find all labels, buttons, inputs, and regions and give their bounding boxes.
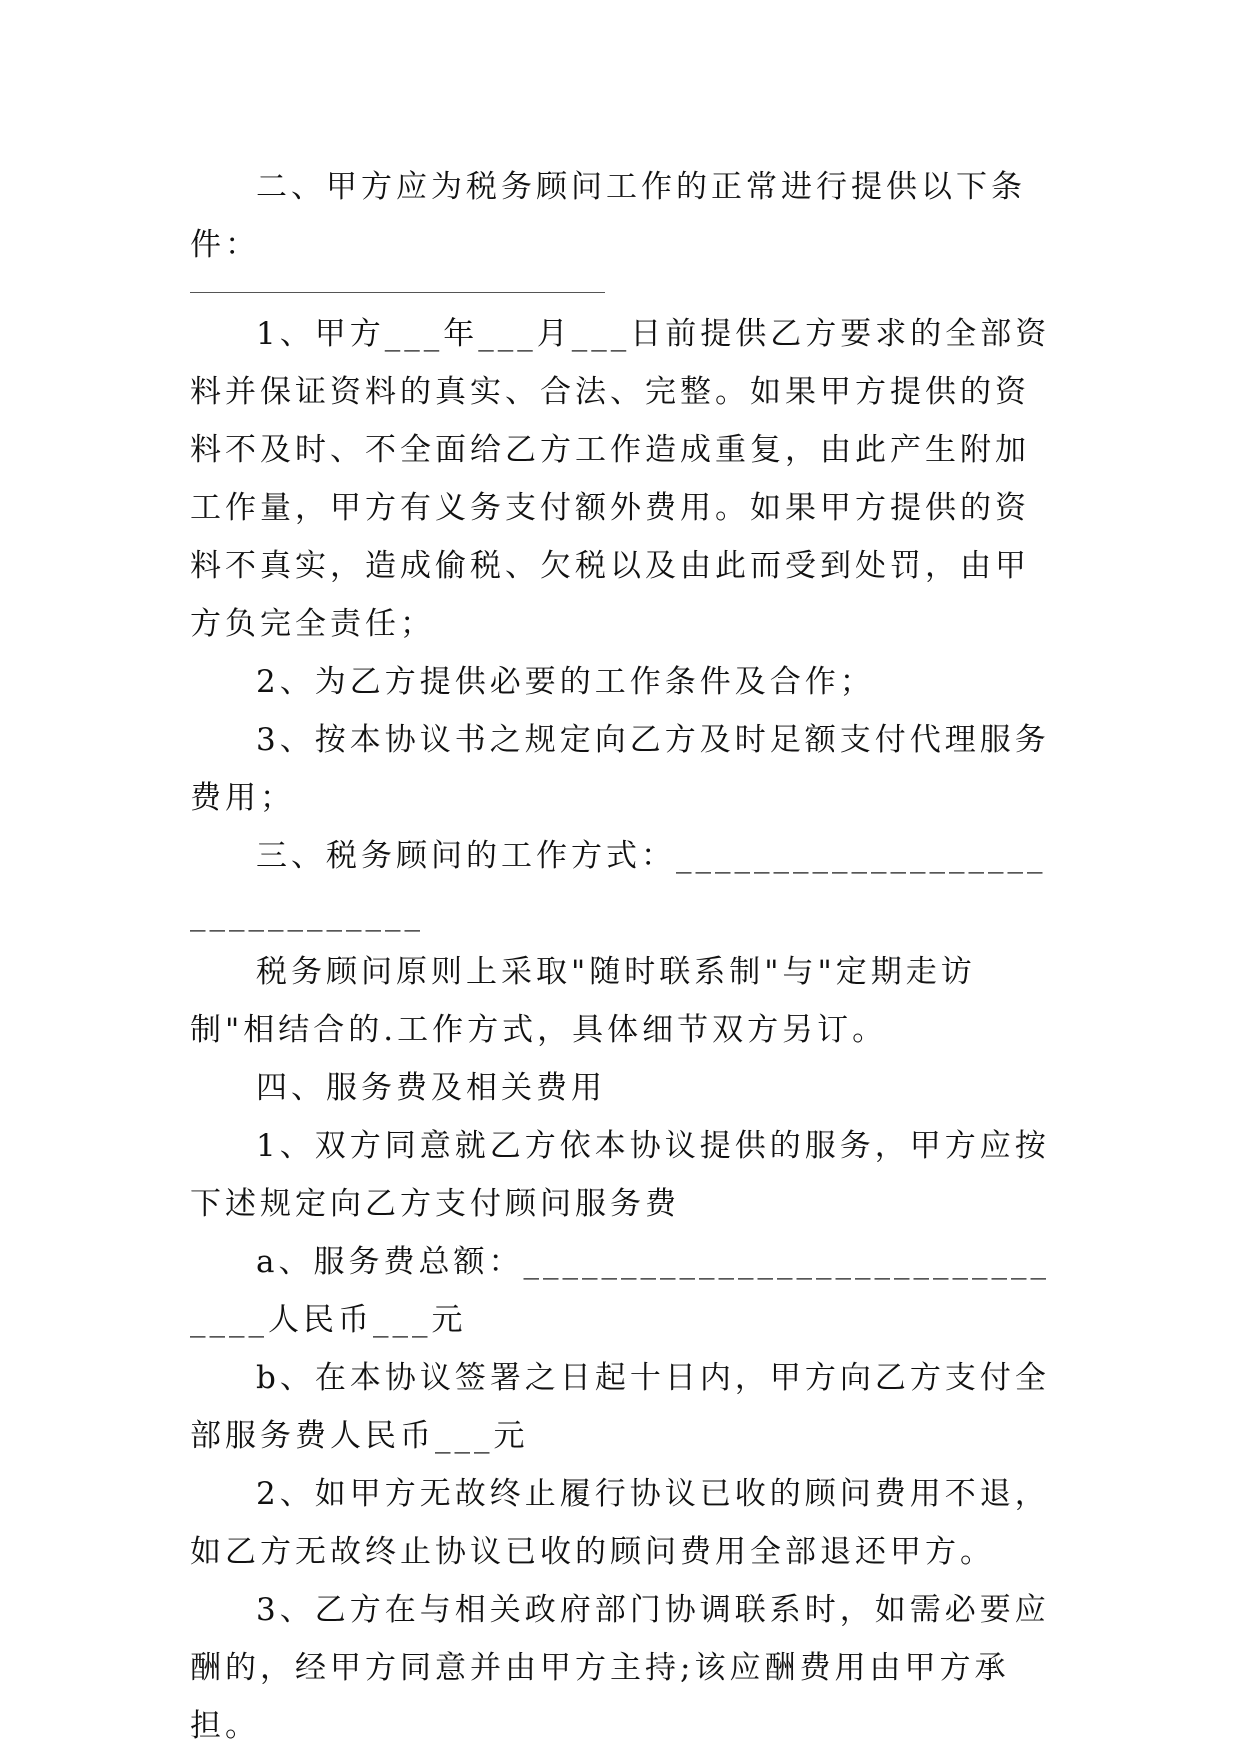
clause-4-item-2: 2、如甲方无故终止履行协议已收的顾问费用不退，如乙方无故终止协议已收的顾问费用全部退还甲方。 (190, 1476, 1050, 1570)
clause-2-item-1: 1、甲方___年___月___日前提供乙方要求的全部资料并保证资料的真实、合法、完整。如果甲方提供的资料不及时、不全面给乙方工作造成重复，由此产生附加工作量，甲方有义务支付额外费用。如果甲方提供的资料不真实，造成偷税、欠税以及由此而受到处罚，由甲方负完全责任； (190, 316, 1051, 642)
clause-3-heading: 三、税务顾问的工作方式：_______________________________ (190, 838, 1047, 932)
clause-3-body: 税务顾问原则上采取"随时联系制"与"定期走访制"相结合的.工作方式，具体细节双方另订。 (190, 954, 976, 1048)
clause-2-heading: 二、甲方应为税务顾问工作的正常进行提供以下条件： (190, 169, 1026, 263)
clause-4-item-3: 3、乙方在与相关政府部门协调联系时，如需必要应酬的，经甲方同意并由甲方主持;该应酬费用由甲方承担。 (190, 1592, 1050, 1744)
clause-4-item-1: 1、双方同意就乙方依本协议提供的服务，甲方应按下述规定向乙方支付顾问服务费 (190, 1128, 1050, 1222)
blank-fill-line (190, 292, 605, 293)
document-body (190, 158, 1052, 1755)
clause-4-item-1a: a、服务费总额：_______________________________人民币___元 (190, 1244, 1050, 1338)
clause-2-item-3: 3、按本协议书之规定向乙方及时足额支付代理服务费用； (190, 722, 1050, 816)
clause-4-heading: 四、服务费及相关费用 (256, 1070, 606, 1106)
clause-4-item-1b: b、在本协议签署之日起十日内，甲方向乙方支付全部服务费人民币___元 (190, 1360, 1050, 1454)
clause-2-item-2: 2、为乙方提供必要的工作条件及合作； (256, 664, 875, 700)
